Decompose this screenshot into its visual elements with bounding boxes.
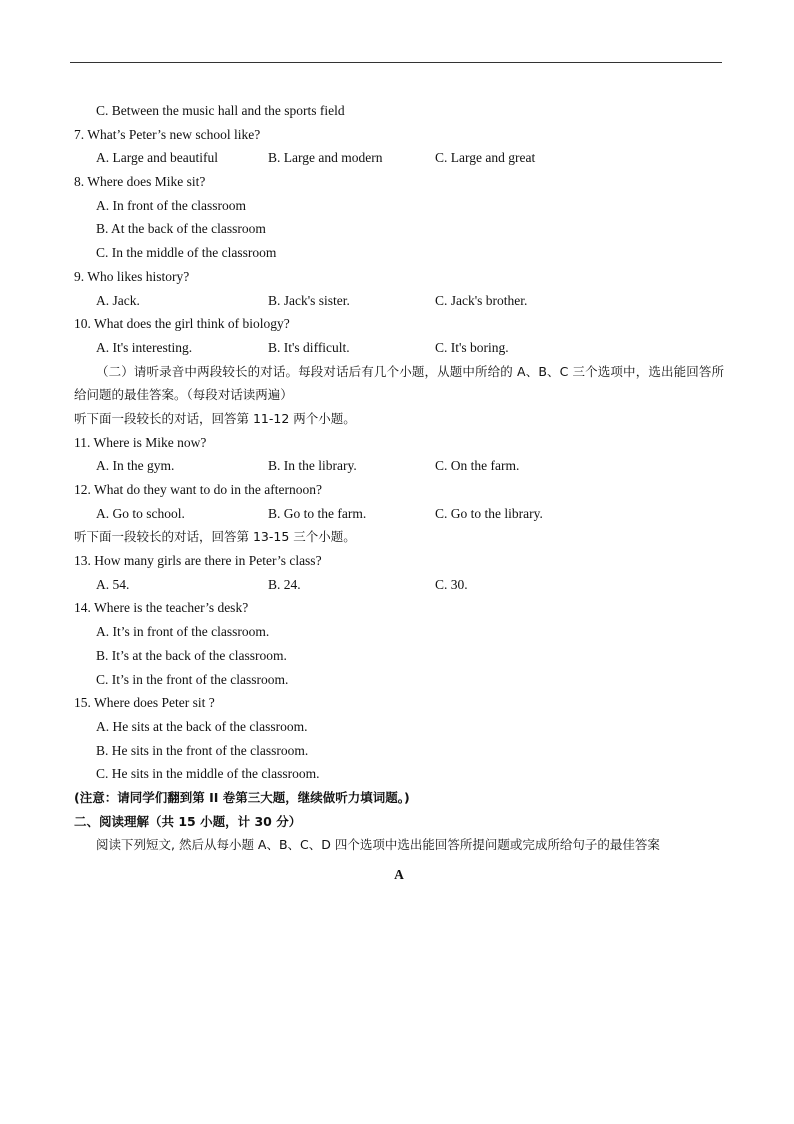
- option-text: C. Between the music hall and the sports field: [96, 103, 345, 118]
- option-b: B. Jack's sister.: [268, 292, 350, 308]
- option-c: C. Jack's brother.: [435, 292, 528, 308]
- options-row-13: [74, 573, 724, 597]
- option-a: A. 54.: [96, 576, 130, 592]
- option-a: A. He sits at the back of the classroom.: [96, 718, 308, 734]
- question-10: 10. What does the girl think of biology?: [74, 316, 290, 332]
- option-a: A. In the gym.: [96, 458, 175, 474]
- option-b: B. 24.: [268, 576, 301, 592]
- question-9: 9. Who likes history?: [74, 268, 190, 284]
- question-8: 8. Where does Mike sit?: [74, 174, 206, 190]
- option-b: B. It's difficult.: [268, 339, 350, 355]
- option-a: A. Large and beautiful: [96, 150, 218, 166]
- options-row-7: [74, 146, 724, 170]
- option-c: C. In the middle of the classroom: [96, 245, 277, 261]
- question-12: 12. What do they want to do in the afternoon?: [74, 482, 322, 498]
- listening-instruction: 听下面一段较长的对话，回答第 13-15 三个小题。: [74, 529, 356, 545]
- option-b: B. In the library.: [268, 458, 357, 474]
- question-11: 11. Where is Mike now?: [74, 434, 207, 450]
- option-c: C. Large and great: [435, 150, 536, 166]
- listening-instruction: 听下面一段较长的对话，回答第 11-12 两个小题。: [74, 410, 356, 426]
- note: (注意：请同学们翻到第 II 卷第三大题，继续做听力填词题。): [74, 789, 410, 805]
- part-2-heading: 二、阅读理解（共 15 小题，计 30 分）: [74, 813, 302, 829]
- exam-content: [74, 99, 724, 887]
- option-b: B. Go to the farm.: [268, 505, 367, 521]
- option-a: A. It's interesting.: [96, 339, 193, 355]
- option-c: C. It’s in the front of the classroom.: [96, 671, 289, 687]
- question-14: 14. Where is the teacher’s desk?: [74, 600, 249, 616]
- reading-instructions: 阅读下列短文, 然后从每小题 A、B、C、D 四个选项中选出能回答所提问题或完成所给句子的最佳答案: [96, 837, 660, 853]
- option-b: B. At the back of the classroom: [96, 221, 266, 237]
- option-c: C. He sits in the middle of the classroom.: [96, 766, 320, 782]
- options-row-11: [74, 454, 724, 478]
- question-15: 15. Where does Peter sit ?: [74, 695, 215, 711]
- option-a: A. Go to school.: [96, 505, 185, 521]
- options-row-10: [74, 336, 724, 360]
- passage-label: A: [394, 867, 404, 883]
- question-13: 13. How many girls are there in Peter’s class?: [74, 553, 322, 569]
- option-b: B. Large and modern: [268, 150, 383, 166]
- option-c: C. On the farm.: [435, 458, 520, 474]
- option-c: C. Go to the library.: [435, 505, 543, 521]
- option-a: A. It’s in front of the classroom.: [96, 624, 270, 640]
- options-row-12: [74, 502, 724, 526]
- options-row-9: [74, 289, 724, 313]
- header-rule: [70, 62, 722, 63]
- question-7: 7. What’s Peter’s new school like?: [74, 126, 261, 142]
- option-b: B. He sits in the front of the classroom.: [96, 742, 309, 758]
- option-c: C. 30.: [435, 576, 468, 592]
- section-2-instructions: （二）请听录音中两段较长的对话。每段对话后有几个小题，从题中所给的 A、B、C 三个选项中，选出能回答所给问题的最佳答案。（每段对话读两遍）: [74, 363, 724, 403]
- option-b: B. It’s at the back of the classroom.: [96, 647, 287, 663]
- option-a: A. In front of the classroom: [96, 197, 246, 213]
- option-a: A. Jack.: [96, 292, 140, 308]
- option-c: C. It's boring.: [435, 339, 509, 355]
